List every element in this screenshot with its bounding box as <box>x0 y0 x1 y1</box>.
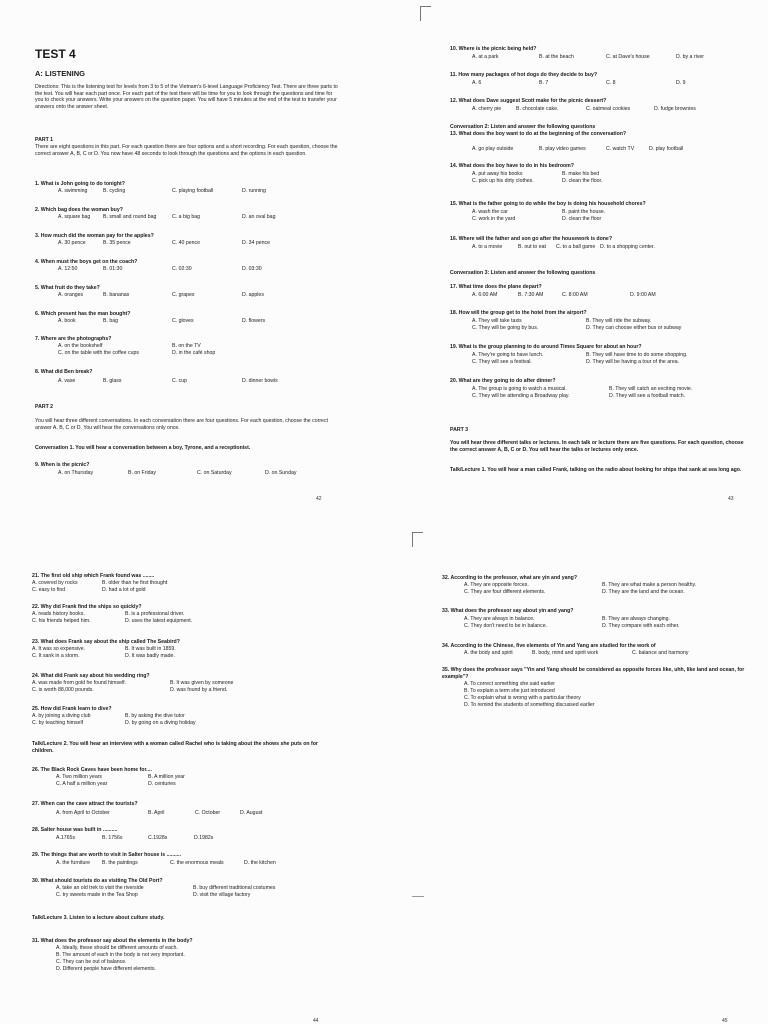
option: B. April <box>148 810 165 816</box>
section-heading: A: LISTENING <box>35 69 85 78</box>
option: D. They can choose either bus or subway <box>586 325 682 331</box>
option: B. They will ride the subway. <box>586 318 652 324</box>
option: C. pick up his dirty clothes. <box>472 178 534 184</box>
option: D. flowers <box>242 318 266 324</box>
option: D. To remind the students of something discussed earlier <box>464 702 595 708</box>
page-45 <box>384 512 768 1024</box>
option: B. The amount of each in the body is not very important. <box>56 952 185 958</box>
option: D. They are the land and the ocean. <box>602 589 685 595</box>
option: C. oatmeal cookies <box>586 106 631 112</box>
part3-heading: PART 3 <box>450 427 469 433</box>
option: D.1982s <box>194 835 214 841</box>
question-17: 17. What time does the plane depart? <box>450 284 542 290</box>
option: C. watch TV <box>606 146 635 152</box>
option: A. the furniture <box>56 860 91 866</box>
option: D. an oval bag <box>242 214 276 220</box>
option: A. cherry pie <box>472 106 502 112</box>
option: C. They don't need to be in balance. <box>464 623 548 629</box>
option: D. was found by a friend. <box>170 687 228 693</box>
option: B. chocolate cake. <box>516 106 559 112</box>
option: D. running <box>242 188 266 194</box>
question-3: 3. How much did the woman pay for the apples? <box>35 233 154 239</box>
question-18: 18. How will the group get to the hotel from the airport? <box>450 310 587 316</box>
option: B. To explain a term she just introduced <box>464 688 555 694</box>
option: B. out to eat <box>518 244 546 250</box>
option: A. 30 pence <box>58 240 86 246</box>
question-14: 14. What does the boy have to do in his bedroom? <box>450 163 574 169</box>
talk-lecture-2: Talk/Lecture 2. You will hear an interview with a woman called Rachel who is taking about the shows she puts on for children. <box>32 741 318 754</box>
option: C. is worth 88,000 pounds. <box>32 687 94 693</box>
option: C. October <box>195 810 221 816</box>
option: A. square bag <box>58 214 91 220</box>
option: A.1765s <box>56 835 76 841</box>
question-8: 8. What did Ben break? <box>35 369 93 375</box>
option: D. They compare with each other. <box>602 623 680 629</box>
option: C. They will be attending a Broadway play. <box>472 393 570 399</box>
page-number: 45 <box>722 1018 728 1024</box>
option: D. It was badly made. <box>125 653 175 659</box>
option: B. glass <box>103 378 122 384</box>
option: B. buy different traditional costumes <box>193 885 276 891</box>
option: D. Different people have different elements. <box>56 966 156 972</box>
option: C. They are four different elements. <box>464 589 546 595</box>
part3-text: You will hear three different talks or lectures. In each talk or lecture there are five questions. For each question, choose the correct answer A, B, C or D. You will hear the talks or lectures only once. <box>450 440 744 453</box>
option: A. take an old trek to visit the riverside <box>56 885 144 891</box>
option: D. August <box>240 810 263 816</box>
question-30: 30. What should tourists do as visiting The Old Port? <box>32 878 163 884</box>
option: A. to a movie <box>472 244 503 250</box>
option: C. a big bag <box>172 214 200 220</box>
option: A. It was so expensive. <box>32 646 86 652</box>
option: A. on Thursday <box>58 470 94 476</box>
question-33: 33. What does the professor say about yin and yang? <box>442 608 574 614</box>
option: A. the body and spirit <box>464 650 513 656</box>
option: D. centuries <box>148 781 176 787</box>
option: D. fudge brownies <box>654 106 696 112</box>
option: C.1928s <box>148 835 168 841</box>
question-19: 19. What is the group planning to do around Times Square for about an hour? <box>450 344 642 350</box>
option: C. the enormous meals <box>170 860 224 866</box>
option: C. on the table with the coffee cups <box>58 350 139 356</box>
option: B. They will have time to do some shopping. <box>586 352 688 358</box>
option: C. easy to find <box>32 587 66 593</box>
question-5: 5. What fruit do they take? <box>35 285 100 291</box>
option: B. They are what make a person healthy. <box>602 582 697 588</box>
option: B. 01:30 <box>103 266 123 272</box>
option: B. 7:30 AM <box>518 292 544 298</box>
talk-lecture-3: Talk/Lecture 3. Listen to a lecture about culture study. <box>32 915 165 921</box>
option: C. 8 <box>606 80 616 86</box>
question-31: 31. What does the professor say about the elements in the body? <box>32 938 193 944</box>
option: C. To explain what is wrong with a particular theory <box>464 695 581 701</box>
option: D. 03:30 <box>242 266 262 272</box>
option: A. wash the car <box>472 209 508 215</box>
question-20: 20. What are they going to do after dinner? <box>450 378 556 384</box>
question-1: 1. What is John going to do tonight? <box>35 181 125 187</box>
talk-lecture-1: Talk/Lecture 1. You will hear a man called Frank, talking on the radio about looking for ships that sank at sea long ago. <box>450 467 742 473</box>
option: A. Two million years <box>56 774 103 780</box>
option: C. his friends helped him. <box>32 618 91 624</box>
option: D. 9 <box>676 80 686 86</box>
option: D. to a shopping center. <box>600 244 655 250</box>
option: A. 6:00 AM <box>472 292 498 298</box>
option: D. 34 pence <box>242 240 270 246</box>
directions: Directions: This is the listening test for levels from 3 to 5 of the Vietnam's 6-level Language Proficiency Test. There are three parts to the test. You will hear each part once. For each part of the test there will be time for you to look through the questions and time for you to check your answers. Write your answers on the question paper. You will have 5 minutes at the end of the test to transfer your answers onto the answer sheet. <box>35 84 338 110</box>
option: A. on the bookshelf <box>58 343 103 349</box>
question-12: 12. What does Dave suggest Scott make for the picnic dessert? <box>450 98 607 104</box>
question-32: 32. According to the professor, what are yin and yang? <box>442 575 577 581</box>
page-number: 43 <box>728 496 734 502</box>
option: A. Ideally, these should be different amounts of each. <box>56 945 178 951</box>
page-number: 42 <box>316 496 322 502</box>
option: D. in the café shop <box>172 350 216 356</box>
question-26: 26. The Black Rock Caves have been home for.... <box>32 767 152 773</box>
option: D. 9:00 AM <box>630 292 656 298</box>
option: A. vase <box>58 378 76 384</box>
option: B. at the beach <box>539 54 574 60</box>
option: C. try sweets made in the Tea Shop <box>56 892 138 898</box>
question-15: 15. What is the father going to do while the boy is doing his household chores? <box>450 201 646 207</box>
question-24: 24. What did Frank say about his wedding ring? <box>32 673 150 679</box>
option: C. They will see a festival. <box>472 359 532 365</box>
option: A. go play outside <box>472 146 514 152</box>
question-27: 27. When can the cave attract the tourists? <box>32 801 138 807</box>
option: D. visit the village factory <box>193 892 251 898</box>
option: C. balance and harmony <box>632 650 689 656</box>
conversation-2: Conversation 2: Listen and answer the following questions <box>450 124 596 130</box>
option: A. swimming <box>58 188 88 194</box>
option: B. play video games <box>539 146 586 152</box>
question-16: 16. Where will the father and son go after the housework is done? <box>450 236 612 242</box>
question-25: 25. How did Frank learn to dive? <box>32 706 112 712</box>
option: D. the kitchen <box>244 860 276 866</box>
option: A. They are opposite forces. <box>464 582 529 588</box>
conversation-3: Conversation 3: Listen and answer the following questions <box>450 270 596 276</box>
option: B. older than he first thought <box>102 580 168 586</box>
page-number: 44 <box>313 1018 319 1024</box>
option: C. 8:00 AM <box>562 292 588 298</box>
option: A. was made from gold he found himself. <box>32 680 126 686</box>
option: C. work in the yard <box>472 216 516 222</box>
option: A. put away his books <box>472 171 523 177</box>
scan-mark <box>412 532 423 547</box>
option: B. bananas <box>103 292 130 298</box>
option: B. bag <box>103 318 118 324</box>
option: B. small and round bag <box>103 214 157 220</box>
option: C. A half a million year <box>56 781 108 787</box>
option: D. by a river <box>676 54 704 60</box>
option: C. at Dave's house <box>606 54 650 60</box>
option: C. gloves <box>172 318 194 324</box>
question-35: 35. Why does the professor says "Yin and Yang should be considered as opposite forces like, uhh, like land and ocean, for example"? <box>442 667 745 680</box>
option: A. They're going to have lunch. <box>472 352 544 358</box>
question-34: 34. According to the Chinese, five elements of Yin and Yang are studied for the work of <box>442 643 656 649</box>
question-11: 11. How many packages of hot dogs do they decide to buy? <box>450 72 598 78</box>
option: A. They are always in balance. <box>464 616 535 622</box>
option: A. from April to October <box>56 810 110 816</box>
question-22: 22. Why did Frank find the ships so quickly? <box>32 604 142 610</box>
option: B. It was given by someone <box>170 680 234 686</box>
option: B. the paintings <box>102 860 138 866</box>
option: D. clean the floor. <box>562 178 603 184</box>
option: B. on Friday <box>128 470 156 476</box>
question-4: 4. When must the boys get on the coach? <box>35 259 138 265</box>
option: B. make his bed <box>562 171 600 177</box>
option: C. grapes <box>172 292 195 298</box>
option: A. by joining a diving club <box>32 713 91 719</box>
question-21: 21. The first old ship which Frank found was ........ <box>32 573 155 579</box>
option: D. dinner bowls <box>242 378 278 384</box>
question-23: 23. What does Frank say about the ship called The Seabird? <box>32 639 180 645</box>
option: B. They are always changing. <box>602 616 670 622</box>
option: B. paint the house. <box>562 209 606 215</box>
option: B. is a professional driver. <box>125 611 185 617</box>
question-28: 28. Salter house was built in .......... <box>32 827 118 833</box>
option: A. They will take taxis <box>472 318 522 324</box>
conversation-1: Conversation 1. You will hear a conversation between a boy, Tyrone, and a receptionist. <box>35 445 251 451</box>
option: B. A million year <box>148 774 185 780</box>
option: D. uses the latest equipment. <box>125 618 193 624</box>
option: A. oranges <box>58 292 84 298</box>
option: A. covered by rocks <box>32 580 78 586</box>
option: C. It sank in a storm. <box>32 653 80 659</box>
option: A. The group is going to watch a musical. <box>472 386 567 392</box>
option: A. 6 <box>472 80 482 86</box>
option: D. apples <box>242 292 264 298</box>
option: B. by asking the dive tutor <box>125 713 185 719</box>
option: B. They will catch an exciting movie. <box>609 386 693 392</box>
option: D. clean the floor <box>562 216 602 222</box>
question-6: 6. Which present has the man bought? <box>35 311 131 317</box>
option: A. reads history books. <box>32 611 85 617</box>
option: D. They will be having a tour of the area. <box>586 359 680 365</box>
option: B. It was built in 1859. <box>125 646 176 652</box>
option: C. to a ball game <box>556 244 596 250</box>
option: C. on Saturday <box>197 470 232 476</box>
option: A. To correct something she said earlier <box>464 681 556 687</box>
option: D. play football <box>649 146 684 152</box>
part2-heading: PART 2 <box>35 404 54 410</box>
option: D. had a lot of gold <box>102 587 146 593</box>
option: A. 12:50 <box>58 266 78 272</box>
option: C. 02:30 <box>172 266 192 272</box>
option: B. 7 <box>539 80 549 86</box>
part2-text: You will hear three different conversations. In each conversation there are four questions. For each question, choose the correct answer A, B, C or D. You will hear the conversations only once. <box>35 418 328 431</box>
question-7: 7. Where are the photographs? <box>35 336 112 342</box>
scan-mark <box>420 6 431 21</box>
question-13: 13. What does the boy want to do at the beginning of the conversation? <box>450 131 627 137</box>
option: B. 35 pence <box>103 240 131 246</box>
option: C. cup <box>172 378 187 384</box>
option: C. They can be out of balance. <box>56 959 127 965</box>
option: B. cycling <box>103 188 126 194</box>
option: D. on Sunday <box>265 470 297 476</box>
option: B. on the TV <box>172 343 201 349</box>
option: C. 40 pence <box>172 240 200 246</box>
option: C. by teaching himself <box>32 720 84 726</box>
page-44 <box>0 512 384 1024</box>
test-title: TEST 4 <box>35 47 76 61</box>
option: B. 1756s <box>102 835 123 841</box>
divider <box>412 896 424 897</box>
option: A. at a park <box>472 54 499 60</box>
question-2: 2. Which bag does the woman buy? <box>35 207 123 213</box>
part1-text: There are eight questions in this part. For each question there are four options and a short recording. For each question, choose the correct answer A, B, C or D. You now have 48 seconds to look through the questions and the options in each question. <box>35 144 338 157</box>
part1-heading: PART 1 <box>35 137 54 143</box>
option: C. playing football <box>172 188 214 194</box>
option: C. They will be going by bus. <box>472 325 539 331</box>
option: D. They will see a football match. <box>609 393 686 399</box>
question-29: 29. The things that are worth to visit in Salter house is .......... <box>32 852 182 858</box>
option: B. body, mind and spirit work <box>532 650 599 656</box>
page-42 <box>0 0 384 512</box>
question-10: 10. Where is the picnic being held? <box>450 46 537 52</box>
page-43 <box>384 0 768 512</box>
option: D. by going on a diving holiday <box>125 720 196 726</box>
option: A. book <box>58 318 76 324</box>
question-9: 9. When is the picnic? <box>35 462 90 468</box>
